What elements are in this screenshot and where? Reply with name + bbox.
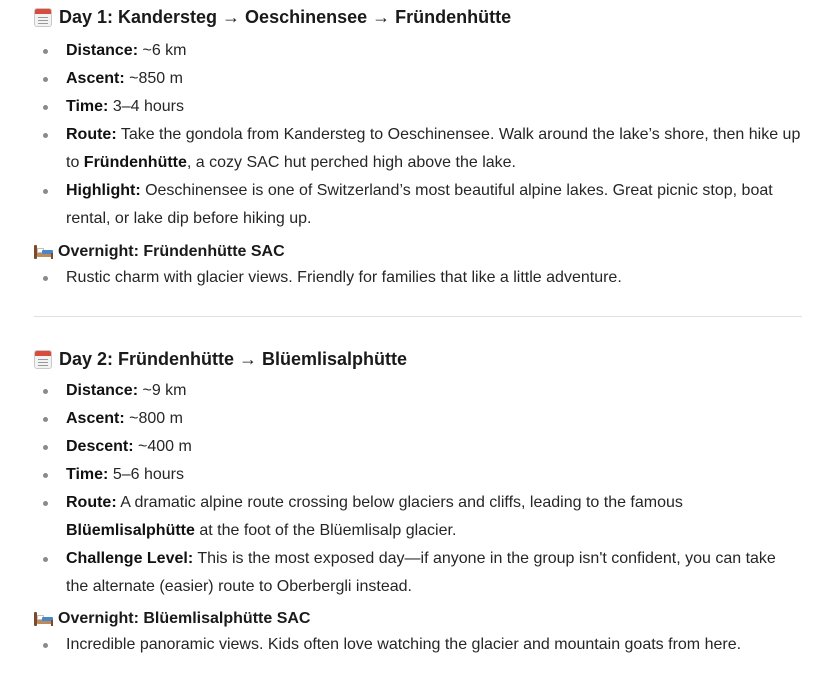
list-item — [34, 433, 801, 461]
bed-icon — [34, 245, 53, 259]
item-label: Route: — [66, 494, 117, 511]
item-text: ~800 m — [124, 410, 183, 427]
list-item — [34, 461, 801, 489]
item-text: Oeschinensee is one of Switzerland’s most beautiful alpine lakes. Great picnic stop, boat rental, or lake dip before hiking up. — [66, 182, 773, 227]
day2-overnight-title: Overnight: Blüemlisalphütte SAC — [58, 610, 311, 627]
item-label: Time: — [66, 98, 109, 115]
section-divider — [34, 316, 802, 317]
item-label: Distance: — [66, 382, 139, 399]
item-bold-text: Fründenhütte — [83, 154, 187, 171]
day2-details-list — [34, 377, 801, 601]
list-item — [34, 37, 801, 65]
day1-overnight-heading — [34, 240, 801, 264]
item-label: Time: — [66, 466, 109, 483]
calendar-icon — [34, 350, 52, 369]
item-text: A dramatic alpine route crossing below glaciers and cliffs, leading to the famous — [116, 494, 683, 511]
day1-overnight-title: Overnight: Fründenhütte SAC — [58, 243, 285, 260]
list-item — [34, 65, 801, 93]
item-label: Highlight: — [66, 182, 141, 199]
item-text: ~850 m — [124, 70, 183, 87]
day1-heading — [34, 0, 801, 32]
bed-icon — [34, 612, 53, 626]
day2-heading — [34, 344, 801, 374]
item-text: This is the most exposed day—if anyone in the group isn't confident, you can take the alternate (easier) route to Oberbergli instead. — [66, 550, 776, 595]
day2-overnight-heading — [34, 607, 801, 631]
day1-title: Day 1: Kandersteg → Oeschinensee → Fründenhütte — [59, 6, 512, 27]
item-text: at the foot of the Blüemlisalp glacier. — [194, 522, 457, 539]
item-label: Descent: — [66, 438, 134, 455]
item-text: ~9 km — [138, 382, 187, 399]
day2-overnight-list — [34, 631, 801, 659]
item-label: Challenge Level: — [66, 550, 194, 567]
item-text: 3–4 hours — [108, 98, 184, 115]
item-text: ~400 m — [133, 438, 192, 455]
list-item — [34, 121, 801, 177]
list-item — [34, 545, 801, 601]
list-item: Rustic charm with glacier views. Friendly for families that like a little adventure. — [34, 264, 801, 292]
calendar-icon — [34, 8, 52, 27]
item-label: Distance: — [66, 42, 139, 59]
item-text: 5–6 hours — [108, 466, 184, 483]
list-item: Incredible panoramic views. Kids often love watching the glacier and mountain goats from here. — [34, 631, 801, 659]
item-text: Take the gondola from Kandersteg to Oeschinensee. Walk around the lake’s shore, then hike up to — [66, 126, 801, 171]
item-label: Ascent: — [66, 410, 125, 427]
list-item — [34, 177, 801, 233]
day1-overnight-list — [34, 264, 801, 292]
list-item — [34, 377, 801, 405]
item-label: Route: — [66, 126, 117, 143]
list-item — [34, 93, 801, 121]
item-text: , a cozy SAC hut perched high above the lake. — [186, 154, 516, 171]
day2-title: Day 2: Fründenhütte → Blüemlisalphütte — [59, 348, 408, 369]
item-label: Ascent: — [66, 70, 125, 87]
day1-details-list — [34, 37, 801, 233]
list-item — [34, 405, 801, 433]
item-bold-text: Blüemlisalphütte — [66, 522, 195, 539]
list-item — [34, 489, 801, 545]
item-text: ~6 km — [138, 42, 187, 59]
